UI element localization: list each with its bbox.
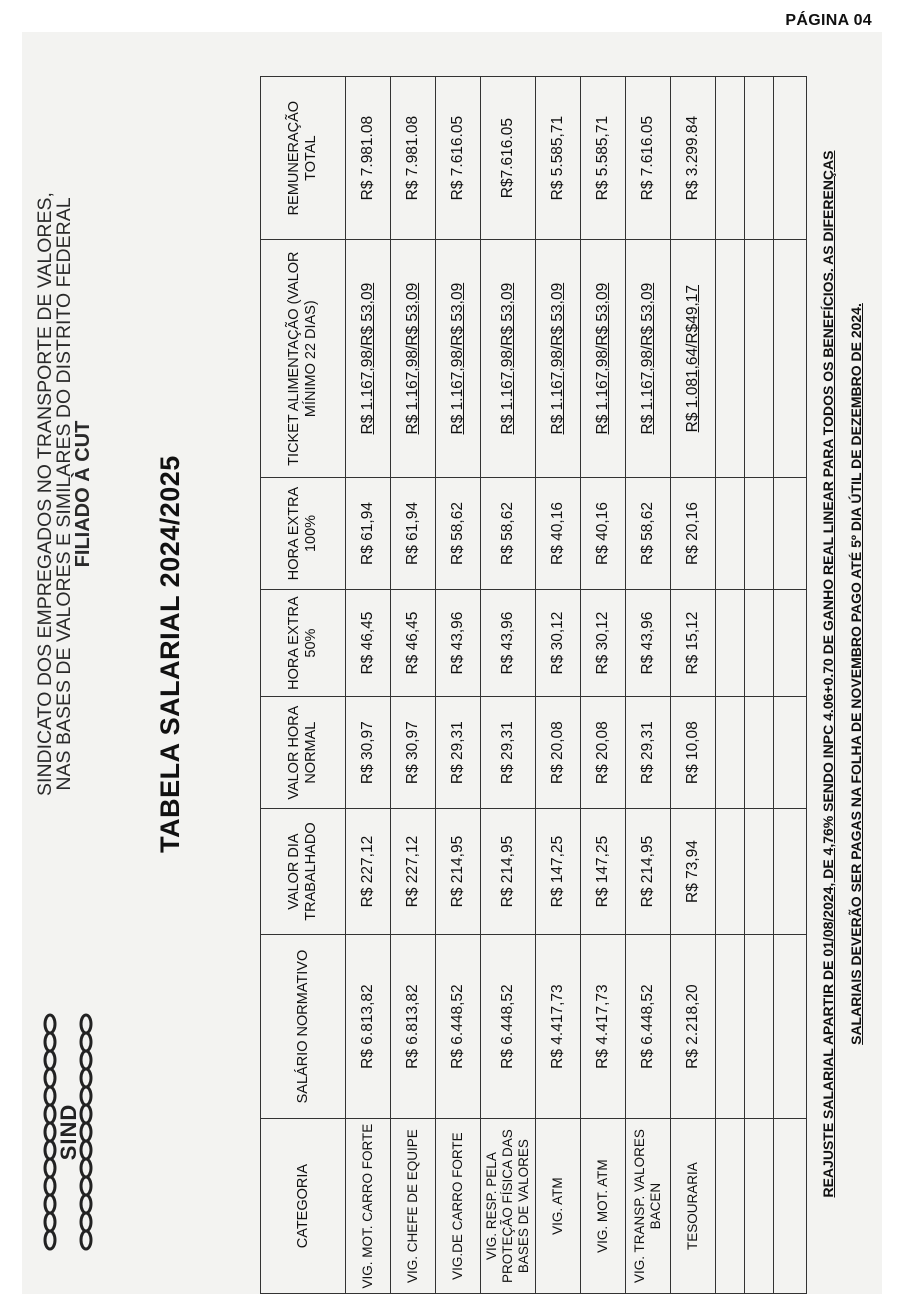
cell-ticket: R$ 1.167,98/R$ 53,09 bbox=[626, 240, 671, 478]
cell-hora-extra-50: R$ 43,96 bbox=[626, 589, 671, 696]
footer-note-line2: SALARIAIS DEVERÃO SER PAGAS NA FOLHA DE NOVEMBRO PAGO ATÉ 5º DIA ÚTIL DE DEZEMBRO DE 2024. bbox=[848, 303, 864, 1045]
union-name-line2: NAS BASES DE VALORES E SIMILARES DO DISTRITO FEDERAL bbox=[53, 197, 75, 791]
cell-valor-hora: R$ 30,97 bbox=[346, 697, 391, 809]
header-hora-extra-100: HORA EXTRA 100% bbox=[261, 478, 346, 590]
cell-valor-dia: R$ 214,95 bbox=[626, 809, 671, 935]
cell-categoria: VIG.DE CARRO FORTE bbox=[436, 1119, 481, 1294]
cell-valor-dia: R$ 227,12 bbox=[391, 809, 436, 935]
header-hora-extra-50: HORA EXTRA 50% bbox=[261, 589, 346, 696]
cell-valor-hora: R$ 10,08 bbox=[671, 697, 716, 809]
cell-categoria: VIG. MOT. ATM bbox=[581, 1119, 626, 1294]
cell-remuneracao: R$ 7.616.05 bbox=[436, 77, 481, 240]
table-row bbox=[581, 77, 626, 1294]
cell-salario: R$ 4.417,73 bbox=[581, 934, 626, 1118]
cell-salario: R$ 6.448,52 bbox=[626, 934, 671, 1118]
chain-logo-icon bbox=[42, 1004, 94, 1254]
cell-remuneracao: R$ 3.299.84 bbox=[671, 77, 716, 240]
cell-valor-hora: R$ 20,08 bbox=[536, 697, 581, 809]
cell-salario: R$ 6.813,82 bbox=[391, 934, 436, 1118]
cell-ticket: R$ 1.167,98/R$ 53,09 bbox=[346, 240, 391, 478]
document-sheet bbox=[22, 32, 882, 1294]
empty-table-row bbox=[716, 77, 745, 1294]
cell-valor-hora: R$ 30,97 bbox=[391, 697, 436, 809]
cell-ticket: R$ 1.081,64/R$49,17 bbox=[671, 240, 716, 478]
cell-remuneracao: R$ 7.981.08 bbox=[391, 77, 436, 240]
cell-categoria: VIG. RESP. PELA PROTEÇÃO FÍSICA DAS BASES DE VALORES bbox=[481, 1119, 536, 1294]
salary-table bbox=[260, 76, 807, 1294]
header-ticket-alimentacao: TICKET ALIMENTAÇÃO (VALOR MÍNIMO 22 DIAS) bbox=[261, 240, 346, 478]
table-header-row bbox=[261, 77, 346, 1294]
cell-hora-extra-100: R$ 61,94 bbox=[391, 478, 436, 590]
table-row bbox=[346, 77, 391, 1294]
table-title: TABELA SALARIAL 2024/2025 bbox=[155, 455, 185, 853]
cell-hora-extra-50: R$ 46,45 bbox=[346, 589, 391, 696]
cell-hora-extra-50: R$ 43,96 bbox=[436, 589, 481, 696]
cell-valor-hora: R$ 29,31 bbox=[626, 697, 671, 809]
cell-valor-dia: R$ 214,95 bbox=[436, 809, 481, 935]
cell-ticket: R$ 1.167,98/R$ 53,09 bbox=[481, 240, 536, 478]
cell-hora-extra-50: R$ 46,45 bbox=[391, 589, 436, 696]
cell-categoria: VIG. CHEFE DE EQUIPE bbox=[391, 1119, 436, 1294]
table-row bbox=[391, 77, 436, 1294]
cell-hora-extra-50: R$ 15,12 bbox=[671, 589, 716, 696]
cell-salario: R$ 2.218,20 bbox=[671, 934, 716, 1118]
union-header bbox=[36, 114, 93, 874]
footer-note bbox=[814, 84, 870, 1264]
cell-valor-hora: R$ 20,08 bbox=[581, 697, 626, 809]
cell-hora-extra-100: R$ 58,62 bbox=[436, 478, 481, 590]
cell-hora-extra-50: R$ 30,12 bbox=[536, 589, 581, 696]
cell-valor-hora: R$ 29,31 bbox=[481, 697, 536, 809]
cell-hora-extra-50: R$ 43,96 bbox=[481, 589, 536, 696]
union-name-line1: SINDICATO DOS EMPREGADOS NO TRANSPORTE DE VALORES, bbox=[34, 192, 56, 796]
cell-hora-extra-100: R$ 58,62 bbox=[626, 478, 671, 590]
cell-ticket: R$ 1.167,98/R$ 53,09 bbox=[391, 240, 436, 478]
cell-valor-dia: R$ 227,12 bbox=[346, 809, 391, 935]
cell-remuneracao: R$ 5.585,71 bbox=[536, 77, 581, 240]
cell-ticket: R$ 1.167,98/R$ 53,09 bbox=[581, 240, 626, 478]
cell-ticket: R$ 1.167,98/R$ 53,09 bbox=[436, 240, 481, 478]
cell-remuneracao: R$ 5.585,71 bbox=[581, 77, 626, 240]
cell-salario: R$ 4.417,73 bbox=[536, 934, 581, 1118]
cell-hora-extra-100: R$ 40,16 bbox=[581, 478, 626, 590]
table-row bbox=[536, 77, 581, 1294]
table-row bbox=[481, 77, 536, 1294]
cell-hora-extra-100: R$ 20,16 bbox=[671, 478, 716, 590]
cell-hora-extra-100: R$ 40,16 bbox=[536, 478, 581, 590]
cell-hora-extra-100: R$ 58,62 bbox=[481, 478, 536, 590]
cell-valor-dia: R$ 73,94 bbox=[671, 809, 716, 935]
cell-categoria: VIG. ATM bbox=[536, 1119, 581, 1294]
page-number: PÁGINA 04 bbox=[785, 12, 872, 29]
union-logo bbox=[42, 1004, 94, 1254]
cell-valor-dia: R$ 147,25 bbox=[536, 809, 581, 935]
cell-salario: R$ 6.448,52 bbox=[481, 934, 536, 1118]
cell-categoria: VIG. TRANSP. VALORES BACEN bbox=[626, 1119, 671, 1294]
header-remuneracao-total: REMUNERAÇÃO TOTAL bbox=[261, 77, 346, 240]
union-affiliation: FILIADO À CUT bbox=[72, 420, 94, 568]
cell-remuneracao: R$ 7.981.08 bbox=[346, 77, 391, 240]
cell-ticket: R$ 1.167,98/R$ 53,09 bbox=[536, 240, 581, 478]
cell-remuneracao: R$ 7.616.05 bbox=[626, 77, 671, 240]
cell-valor-hora: R$ 29,31 bbox=[436, 697, 481, 809]
cell-valor-dia: R$ 147,25 bbox=[581, 809, 626, 935]
cell-salario: R$ 6.813,82 bbox=[346, 934, 391, 1118]
footer-note-line1: REAJUSTE SALARIAL APARTIR DE 01/08/2024, DE 4,76% SENDO INPC 4.06+0.70 DE GANHO REAL LINEAR PARA TODOS OS BENEFÍCIOS. AS DIFERENÇAS bbox=[820, 150, 836, 1198]
svg-text:SIND: SIND bbox=[56, 1103, 81, 1161]
empty-table-row bbox=[774, 77, 807, 1294]
cell-remuneracao: R$7.616.05 bbox=[481, 77, 536, 240]
header-salario-normativo: SALÁRIO NORMATIVO bbox=[261, 934, 346, 1118]
table-row bbox=[626, 77, 671, 1294]
cell-valor-dia: R$ 214,95 bbox=[481, 809, 536, 935]
table-row bbox=[436, 77, 481, 1294]
rotated-page bbox=[22, 32, 882, 1294]
header-valor-dia: VALOR DIA TRABALHADO bbox=[261, 809, 346, 935]
empty-table-row bbox=[745, 77, 774, 1294]
header-categoria: CATEGORIA bbox=[261, 1119, 346, 1294]
cell-hora-extra-100: R$ 61,94 bbox=[346, 478, 391, 590]
cell-hora-extra-50: R$ 30,12 bbox=[581, 589, 626, 696]
table-row bbox=[671, 77, 716, 1294]
header-valor-hora: VALOR HORA NORMAL bbox=[261, 697, 346, 809]
cell-categoria: TESOURARIA bbox=[671, 1119, 716, 1294]
cell-categoria: VIG. MOT. CARRO FORTE bbox=[346, 1119, 391, 1294]
cell-salario: R$ 6.448,52 bbox=[436, 934, 481, 1118]
